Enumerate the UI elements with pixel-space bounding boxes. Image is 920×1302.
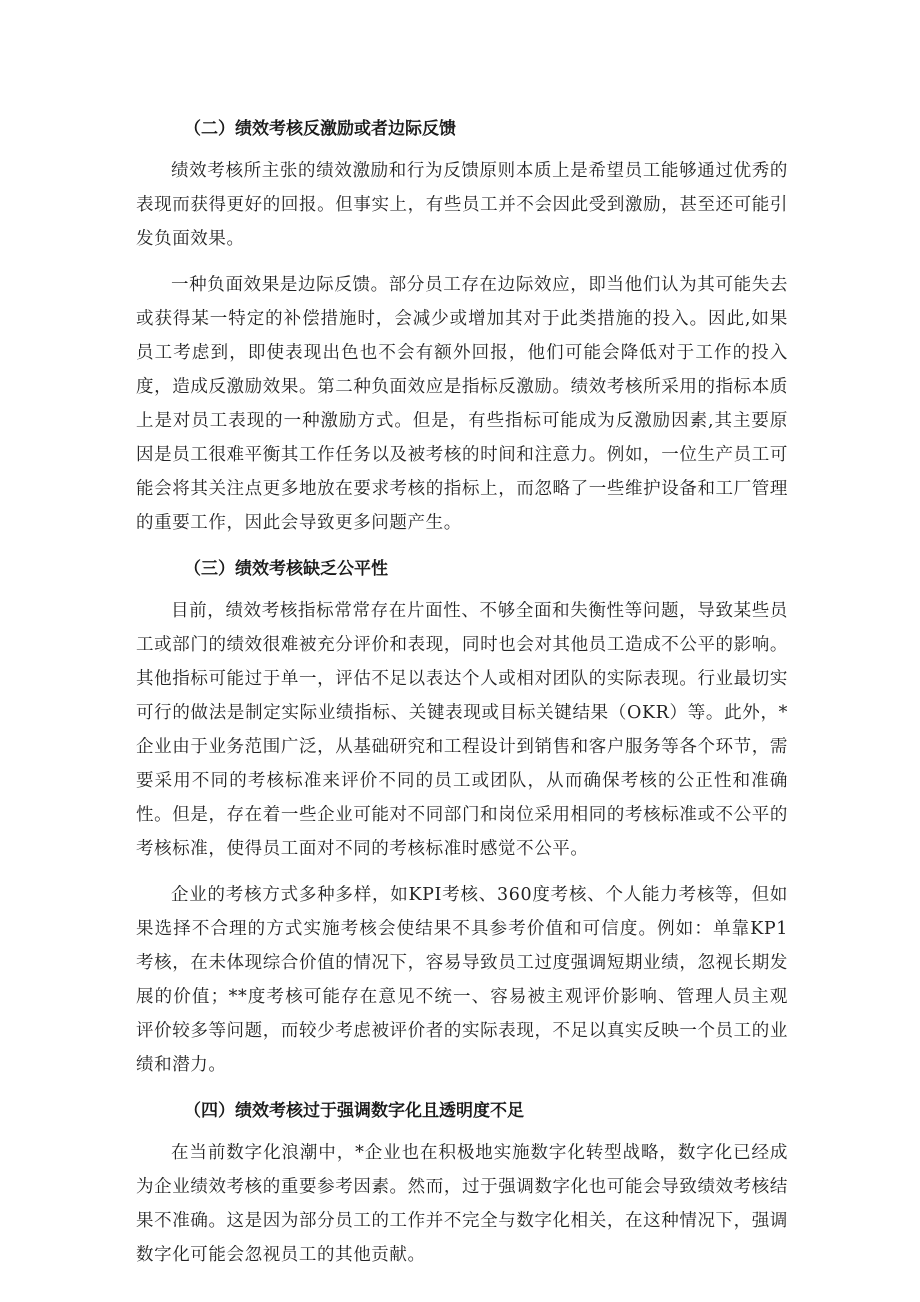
section-heading: （二）绩效考核反激励或者边际反馈 — [184, 119, 456, 139]
section-heading: （三）绩效考核缺乏公平性 — [184, 559, 388, 579]
paragraph: 绩效考核所主张的绩效激励和行为反馈原则本质上是希望员工能够通过优秀的表现而获得更好的回报。但事实上，有些员工并不会因此受到激励，甚至还可能引发负面效果。 — [136, 161, 788, 249]
paragraph: 企业的考核方式多种多样，如KPI考核、360度考核、个人能力考核等，但如果选择不合理的方式实施考核会使结果不具参考价值和可信度。例如：单靠KP1考核，在未体现综合价值的情况下，容易导致员工过度强调短期业绩，忽视长期发展的价值；**度考核可能存在意见不统一、容易被主观评价影响、管理人员主观评价较多等问题，而较少考虑被评价者的实际表现，不足以真实反映一个员工的业绩和潜力。 — [136, 885, 788, 1075]
paragraph: 一种负面效果是边际反馈。部分员工存在边际效应，即当他们认为其可能失去或获得某一特定的补偿措施时，会减少或增加其对于此类措施的投入。因此,如果员工考虑到，即使表现出色也不会有额外回报，他们可能会降低对于工作的投入度，造成反激励效果。第二种负面效应是指标反激励。绩效考核所采用的指标本质上是对员工表现的一种激励方式。但是，有些指标可能成为反激励因素,其主要原因是员工很难平衡其工作任务以及被考核的时间和注意力。例如，一位生产员工可能会将其关注点更多地放在要求考核的指标上，而忽略了一些维护设备和工厂管理的重要工作，因此会导致更多问题产生。 — [136, 275, 788, 533]
paragraph: 目前，绩效考核指标常常存在片面性、不够全面和失衡性等问题，导致某些员工或部门的绩效很难被充分评价和表现，同时也会对其他员工造成不公平的影响。其他指标可能过于单一，评估不足以表达个人或相对团队的实际表现。行业最切实可行的做法是制定实际业绩指标、关键表现或目标关键结果（OKR）等。此外，*企业由于业务范围广泛，从基础研究和工程设计到销售和客户服务等各个环节，需要采用不同的考核标准来评价不同的员工或团队，从而确保考核的公正性和准确性。但是，存在着一些企业可能对不同部门和岗位采用相同的考核标准或不公平的考核标准，使得员工面对不同的考核标准时感觉不公平。 — [136, 601, 788, 859]
section-heading: （四）绩效考核过于强调数字化且透明度不足 — [184, 1101, 524, 1121]
paragraph: 在当前数字化浪潮中，*企业也在积极地实施数字化转型战略，数字化已经成为企业绩效考核的重要参考因素。然而，过于强调数字化也可能会导致绩效考核结果不准确。这是因为部分员工的工作并不完全与数字化相关，在这种情况下，强调数字化可能会忽视员工的其他贡献。 — [136, 1143, 788, 1265]
document-body — [136, 112, 788, 1272]
